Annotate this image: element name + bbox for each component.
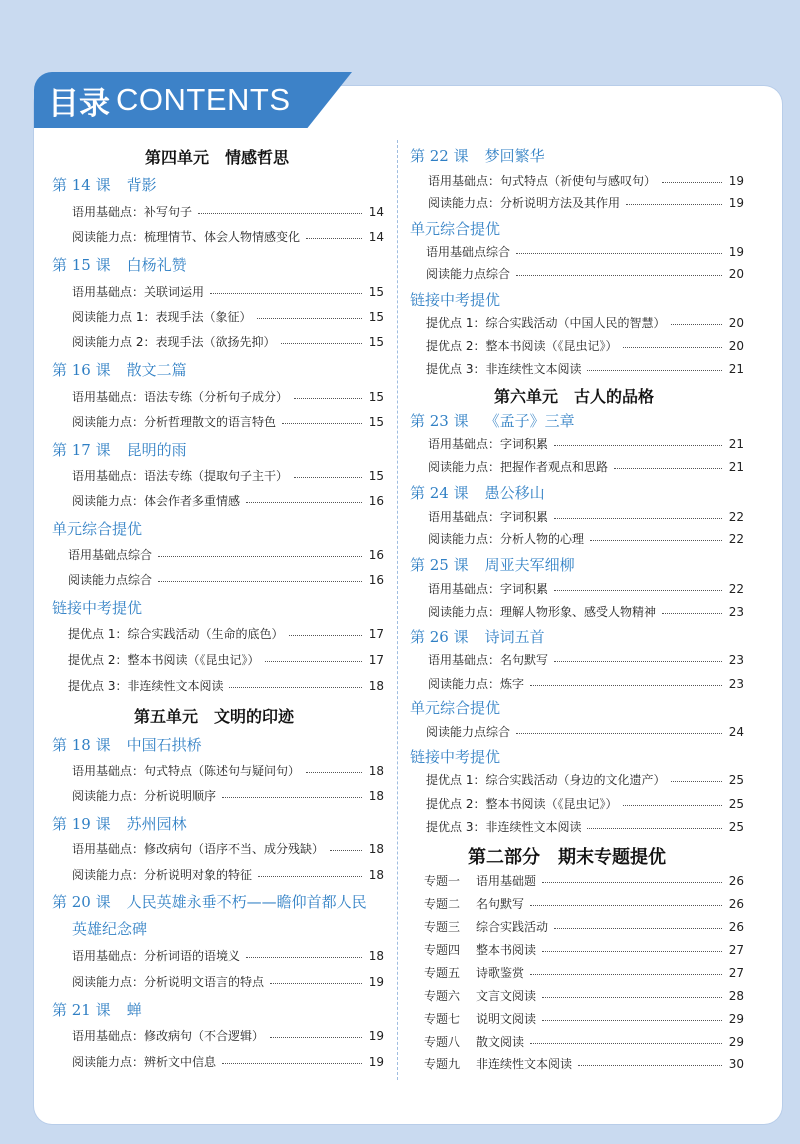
toc-entry[interactable]: 语用基础点：补写句子 14 (72, 204, 384, 219)
lesson-name: 中国石拱桥 (126, 736, 202, 754)
page-number: 26 (728, 873, 744, 888)
lesson-number: 第 15 课 (52, 256, 111, 274)
lesson-name: 周亚夫军细柳 (484, 556, 575, 574)
section-exam-link[interactable]: 链接中考提优 (52, 599, 143, 617)
lesson-16[interactable] (52, 359, 187, 380)
page-number: 18 (368, 678, 384, 693)
lesson-name: 人民英雄永垂不朽——瞻仰首都人民 (126, 893, 367, 911)
toc-entry[interactable]: 阅读能力点综合 16 (68, 572, 384, 587)
title-zh: 目录 (48, 85, 110, 122)
page-number: 15 (368, 334, 384, 349)
page-number: 19 (728, 244, 744, 259)
page-number: 15 (368, 284, 384, 299)
toc-entry[interactable]: 提优点 1：综合实践活动（中国人民的智慧） 20 (426, 315, 744, 330)
toc-entry[interactable]: 阅读能力点综合 20 (426, 266, 744, 281)
lesson-number: 第 20 课 (52, 893, 111, 911)
page-number: 17 (368, 652, 384, 667)
page-number: 25 (728, 819, 744, 834)
page-number: 30 (728, 1056, 744, 1071)
lesson-number: 第 25 课 (410, 556, 469, 574)
lesson-20-name-cont[interactable]: 英雄纪念碑 (72, 920, 148, 938)
page-number: 15 (368, 468, 384, 483)
toc-entry[interactable]: 提优点 2：整本书阅读（《昆虫记》） 25 (426, 796, 744, 811)
topic-entry[interactable]: 专题五 诗歌鉴赏 27 (424, 965, 744, 980)
toc-entry[interactable]: 语用基础点综合 16 (68, 547, 384, 562)
column-divider (397, 140, 398, 1080)
page-number: 25 (728, 796, 744, 811)
lesson-14[interactable] (52, 174, 157, 195)
unit-5-heading: 第五单元 文明的印迹 (134, 707, 295, 726)
toc-entry[interactable]: 阅读能力点：分析哲理散文的语言特色 15 (72, 414, 384, 429)
page-number: 25 (728, 772, 744, 787)
section-unit-review[interactable]: 单元综合提优 (52, 520, 143, 538)
page-number: 18 (368, 763, 384, 778)
page-number: 19 (368, 1028, 384, 1043)
topic-entry[interactable]: 专题四 整本书阅读 27 (424, 942, 744, 957)
lesson-number: 第 16 课 (52, 361, 111, 379)
page-number: 28 (728, 988, 744, 1003)
lesson-name: 梦回繁华 (484, 147, 545, 165)
lesson-15[interactable] (52, 254, 187, 275)
lesson-number: 第 18 课 (52, 736, 111, 754)
toc-entry[interactable]: 语用基础点：分析词语的语境义 18 (72, 948, 384, 963)
unit-6-heading: 第六单元 古人的品格 (494, 387, 655, 406)
page-number: 26 (728, 919, 744, 934)
toc-entry[interactable]: 阅读能力点：分析说明顺序 18 (72, 788, 384, 803)
toc-entry[interactable]: 语用基础点：修改病句（不合逻辑） 19 (72, 1028, 384, 1043)
toc-entry[interactable]: 阅读能力点：辨析文中信息 19 (72, 1054, 384, 1069)
section-unit-review[interactable]: 单元综合提优 (410, 699, 501, 717)
toc-entry[interactable]: 语用基础点：字词积累 22 (428, 509, 744, 524)
toc-entry[interactable]: 阅读能力点：梳理情节、体会人物情感变化 14 (72, 229, 384, 244)
lesson-number: 第 19 课 (52, 815, 111, 833)
toc-entry[interactable]: 语用基础点综合 19 (426, 244, 744, 259)
topic-entry[interactable]: 专题七 说明文阅读 29 (424, 1011, 744, 1026)
lesson-number: 第 26 课 (410, 628, 469, 646)
lesson-name: 愚公移山 (484, 484, 545, 502)
toc-entry[interactable]: 阅读能力点：分析说明方法及其作用 19 (428, 195, 744, 210)
page-number: 15 (368, 389, 384, 404)
page-number: 22 (728, 531, 744, 546)
toc-entry[interactable]: 阅读能力点：分析说明文语言的特点 19 (72, 974, 384, 989)
page-number: 22 (728, 509, 744, 524)
page-number: 23 (728, 652, 744, 667)
toc-entry[interactable]: 阅读能力点：把握作者观点和思路 21 (428, 459, 744, 474)
page-number: 15 (368, 414, 384, 429)
page-number: 14 (368, 229, 384, 244)
toc-entry[interactable]: 阅读能力点：分析人物的心理 22 (428, 531, 744, 546)
page-number: 27 (728, 942, 744, 957)
lesson-name: 昆明的雨 (126, 441, 187, 459)
toc-entry[interactable]: 语用基础点：语法专练（提取句子主干） 15 (72, 468, 384, 483)
toc-entry[interactable]: 语用基础点：句式特点（陈述句与疑问句） 18 (72, 763, 384, 778)
section-exam-link[interactable]: 链接中考提优 (410, 291, 501, 309)
toc-entry[interactable]: 阅读能力点 1：表现手法（象征） 15 (72, 309, 384, 324)
title-en: CONTENTS (116, 82, 291, 117)
lesson-19[interactable] (52, 813, 187, 834)
toc-entry[interactable]: 阅读能力点 2：表现手法（欲扬先抑） 15 (72, 334, 384, 349)
lesson-20[interactable] (52, 891, 367, 912)
page-number: 16 (368, 547, 384, 562)
lesson-17[interactable] (52, 439, 187, 460)
page-number: 15 (368, 309, 384, 324)
lesson-number: 第 22 课 (410, 147, 469, 165)
lesson-name: 苏州园林 (126, 815, 187, 833)
toc-entry[interactable]: 阅读能力点综合 24 (426, 724, 744, 739)
toc-entry[interactable]: 语用基础点：句式特点（祈使句与感叹句） 19 (428, 173, 744, 188)
header-title (48, 78, 291, 122)
toc-entry[interactable]: 提优点 3：非连续性文本阅读 25 (426, 819, 744, 834)
page-number: 18 (368, 948, 384, 963)
lesson-number: 第 23 课 (410, 412, 469, 430)
toc-entry[interactable]: 语用基础点：字词积累 22 (428, 581, 744, 596)
toc-entry[interactable]: 语用基础点：语法专练（分析句子成分） 15 (72, 389, 384, 404)
lesson-23[interactable] (410, 410, 575, 431)
toc-entry[interactable]: 提优点 3：非连续性文本阅读 21 (426, 361, 744, 376)
lesson-name: 蝉 (126, 1001, 142, 1019)
topic-entry[interactable]: 专题一 语用基础题 26 (424, 873, 744, 888)
toc-entry[interactable]: 提优点 1：综合实践活动（身边的文化遗产） 25 (426, 772, 744, 787)
toc-entry[interactable]: 提优点 1：综合实践活动（生命的底色） 17 (68, 626, 384, 641)
page-number: 16 (368, 572, 384, 587)
page-number: 23 (728, 604, 744, 619)
page-number: 19 (368, 974, 384, 989)
page-number: 20 (728, 315, 744, 330)
toc-entry[interactable]: 语用基础点：修改病句（语序不当、成分残缺） 18 (72, 841, 384, 856)
toc-entry[interactable]: 提优点 3：非连续性文本阅读 18 (68, 678, 384, 693)
toc-entry[interactable]: 阅读能力点：炼字 23 (428, 676, 744, 691)
section-exam-link[interactable]: 链接中考提优 (410, 748, 501, 766)
lesson-name: 散文二篇 (126, 361, 187, 379)
lesson-26[interactable] (410, 626, 545, 647)
lesson-24[interactable] (410, 482, 545, 503)
lesson-name: 白杨礼赞 (126, 256, 187, 274)
lesson-number: 第 17 课 (52, 441, 111, 459)
page-number: 23 (728, 676, 744, 691)
page-number: 22 (728, 581, 744, 596)
lesson-21[interactable] (52, 999, 142, 1020)
page-number: 26 (728, 896, 744, 911)
toc-entry[interactable]: 提优点 2：整本书阅读（《昆虫记》） 17 (68, 652, 384, 667)
unit-4-heading: 第四单元 情感哲思 (145, 148, 290, 167)
page-number: 14 (368, 204, 384, 219)
page-number: 29 (728, 1011, 744, 1026)
section-unit-review[interactable]: 单元综合提优 (410, 220, 501, 238)
page-number: 18 (368, 841, 384, 856)
page-number: 18 (368, 867, 384, 882)
topic-entry[interactable]: 专题六 文言文阅读 28 (424, 988, 744, 1003)
page-number: 21 (728, 361, 744, 376)
page-number: 19 (728, 195, 744, 210)
page-number: 18 (368, 788, 384, 803)
page-number: 19 (728, 173, 744, 188)
part-2-heading: 第二部分 期末专题提优 (468, 847, 666, 868)
page-number: 19 (368, 1054, 384, 1069)
topic-entry[interactable]: 专题三 综合实践活动 26 (424, 919, 744, 934)
lesson-18[interactable] (52, 734, 202, 755)
toc-entry[interactable]: 阅读能力点：分析说明对象的特征 18 (72, 867, 384, 882)
topic-entry[interactable]: 专题二 名句默写 26 (424, 896, 744, 911)
lesson-22[interactable] (410, 145, 545, 166)
page-number: 27 (728, 965, 744, 980)
topic-entry[interactable]: 专题八 散文阅读 29 (424, 1034, 744, 1049)
page-number: 17 (368, 626, 384, 641)
lesson-name: 诗词五首 (484, 628, 545, 646)
page-number: 24 (728, 724, 744, 739)
page-number: 21 (728, 436, 744, 451)
page-number: 20 (728, 266, 744, 281)
page-number: 29 (728, 1034, 744, 1049)
lesson-name: 背影 (126, 176, 157, 194)
toc-entry[interactable]: 语用基础点：关联词运用 15 (72, 284, 384, 299)
topic-entry[interactable]: 专题九 非连续性文本阅读 30 (424, 1056, 744, 1071)
toc-entry[interactable]: 阅读能力点：体会作者多重情感 16 (72, 493, 384, 508)
lesson-number: 第 24 课 (410, 484, 469, 502)
toc-entry[interactable]: 阅读能力点：理解人物形象、感受人物精神 23 (428, 604, 744, 619)
page-number: 16 (368, 493, 384, 508)
toc-entry[interactable]: 语用基础点：字词积累 21 (428, 436, 744, 451)
lesson-number: 第 14 课 (52, 176, 111, 194)
toc-entry[interactable]: 语用基础点：名句默写 23 (428, 652, 744, 667)
page-number: 20 (728, 338, 744, 353)
lesson-number: 第 21 课 (52, 1001, 111, 1019)
lesson-name: 《孟子》三章 (484, 412, 575, 430)
toc-entry[interactable]: 提优点 2：整本书阅读（《昆虫记》） 20 (426, 338, 744, 353)
lesson-25[interactable] (410, 554, 575, 575)
page-number: 21 (728, 459, 744, 474)
